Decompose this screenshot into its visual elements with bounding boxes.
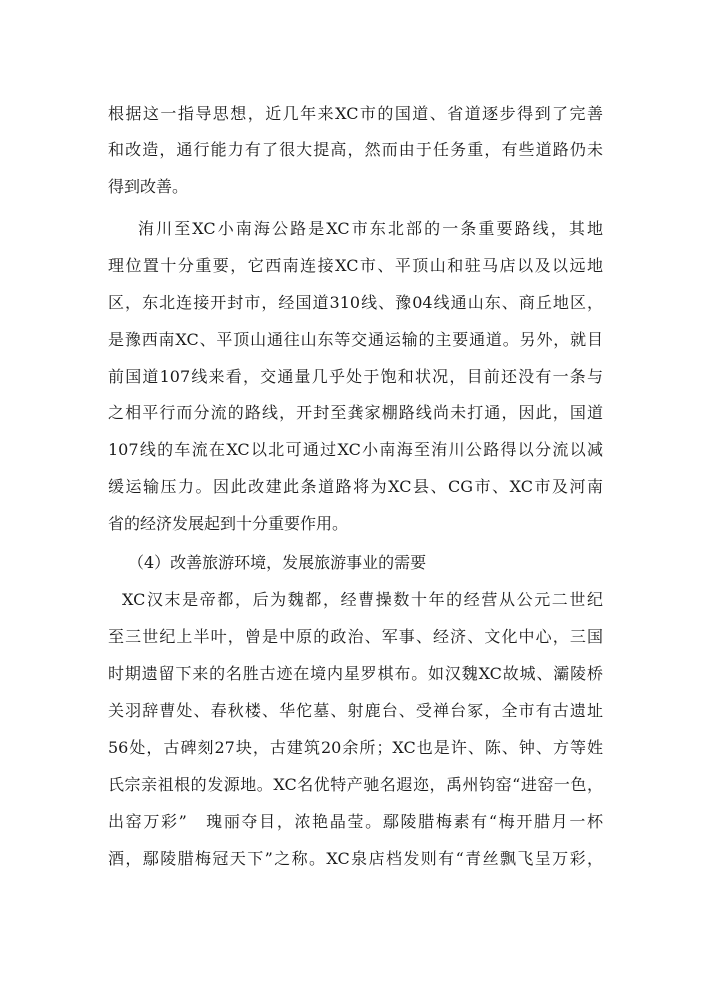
paragraph-3-line-3: 时期遗留下来的名胜古迹在境内星罗棋布。如汉魏XC故城、灞陵桥: [108, 664, 603, 683]
paragraph-2-line-1: 洧川至XC小南海公路是XC市东北部的一条重要路线，其地: [138, 219, 603, 238]
paragraph-3-line-4: 关羽辞曹处、春秋楼、华佗墓、射鹿台、受禅台冢，全市有古遗址: [108, 701, 603, 720]
paragraph-2-line-6: 之相平行而分流的路线，开封至龚家棚路线尚未打通，因此，国道: [108, 403, 603, 422]
paragraph-3-line-6: 氏宗亲祖根的发源地。XC名优特产驰名遐迩，禹州钧窑“进窑一色，: [108, 775, 603, 794]
paragraph-2-line-2: 理位置十分重要，它西南连接XC市、平顶山和驻马店以及以远地: [108, 256, 603, 275]
section-heading: （4）改善旅游环境，发展旅游事业的需要: [128, 553, 427, 572]
paragraph-3-line-5: 56处，古碑刻27块，古建筑20余所；XC也是许、陈、钟、方等姓: [108, 738, 603, 757]
paragraph-2-line-7: 107线的车流在XC以北可通过XC小南海至洧川公路得以分流以减: [108, 440, 603, 459]
paragraph-2-line-9: 省的经济发展起到十分重要作用。: [108, 514, 349, 533]
paragraph-3-line-8: 酒，鄢陵腊梅冠天下”之称。XC泉店档发则有“青丝飘飞呈万彩，: [108, 849, 603, 868]
paragraph-2-line-4: 是豫西南XC、平顶山通往山东等交通运输的主要通道。另外，就目: [108, 330, 603, 349]
paragraph-3-line-1: XC汉末是帝都，后为魏都，经曹操数十年的经营从公元二世纪: [122, 590, 603, 609]
paragraph-1-line-2: 和改造，通行能力有了很大提高，然而由于任务重，有些道路仍未: [108, 140, 603, 159]
paragraph-2-line-8: 缓运输压力。因此改建此条道路将为XC县、CG市、XC市及河南: [108, 477, 603, 496]
paragraph-1-line-1: 根据这一指导思想，近几年来XC市的国道、省道逐步得到了完善: [108, 104, 603, 123]
paragraph-2-line-3: 区，东北连接开封市，经国道310线、豫04线通山东、商丘地区，: [108, 293, 603, 312]
paragraph-2-line-5: 前国道107线来看，交通量几乎处于饱和状况，目前还没有一条与: [108, 367, 603, 386]
paragraph-3-line-2: 至三世纪上半叶，曾是中原的政治、军事、经济、文化中心，三国: [108, 627, 603, 646]
paragraph-1-line-3: 得到改善。: [108, 177, 189, 196]
paragraph-3-line-7: 出窑万彩” 瑰丽夺目，浓艳晶莹。鄢陵腊梅素有“梅开腊月一杯: [108, 812, 603, 831]
